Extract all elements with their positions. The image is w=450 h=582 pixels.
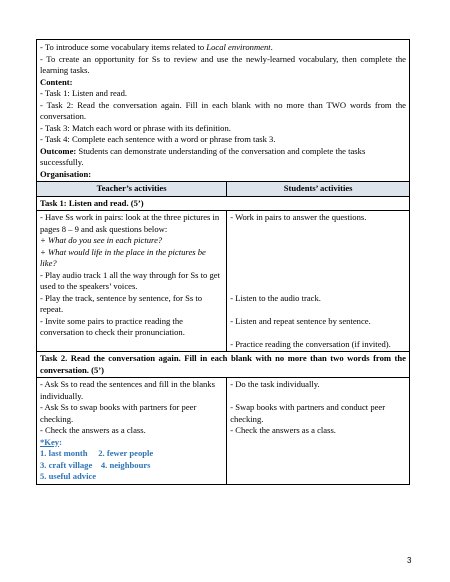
teacher-step: - Play audio track 1 all the way through for Ss to get used to the speakers’ voices. [40, 269, 220, 291]
student-step: - Work in pairs to answer the questions. [230, 212, 367, 222]
teacher-column-header: Teacher’s activities [37, 182, 227, 197]
task2-row [37, 378, 410, 485]
teacher-question: + What would life in the place in the pictures be like? [40, 246, 206, 268]
outcome-line: Outcome: Students can demonstrate understanding of the conversation and complete the tasks successfully. [40, 145, 366, 167]
teacher-step: - Have Ss work in pairs: look at the three pictures in pages 8 – 9 and ask questions below: [40, 212, 220, 234]
student-step: - Practice reading the conversation (if invited). [230, 338, 391, 349]
topic-name: Local environment [206, 42, 271, 52]
content-item: - Task 2: Read the conversation again. Fill in each blank with no more than TWO words from the conversation. [40, 99, 406, 121]
answer-key-line: 1. last month 2. fewer people [40, 448, 154, 458]
answer-key-line: 3. craft village 4. neighbours [40, 459, 151, 470]
task2-heading-row [37, 352, 410, 378]
objective-line-1: - To introduce some vocabulary items related to Local environment. [40, 42, 273, 52]
answer-key-line: 5. useful advice [40, 471, 97, 481]
content-item: - Task 4: Complete each sentence with a word or phrase from task 3. [40, 134, 276, 144]
page-number: 3 [407, 556, 412, 565]
teacher-question: + What do you see in each picture? [40, 235, 163, 245]
teacher-step: - Invite some pairs to practice reading the conversation to check their pronunciation. [40, 315, 185, 337]
task1-heading-row [37, 196, 410, 211]
task1-teacher-cell [37, 211, 227, 352]
content-item: - Task 3: Match each word or phrase with its definition. [40, 122, 231, 133]
task1-students-cell [227, 211, 410, 352]
teacher-step: - Ask Ss to swap books with partners for peer checking. [40, 402, 197, 424]
activities-table [36, 181, 410, 485]
teacher-step: - Play the track, sentence by sentence, for Ss to repeat. [40, 292, 203, 314]
student-step: - Check the answers as a class. [230, 425, 336, 435]
objectives-box [36, 39, 410, 182]
task2-title: Task 2. Read the conversation again. Fill in each blank with no more than two words from the conversation. (5’) [37, 352, 410, 378]
student-step: - Swap books with partners and conduct peer checking. [230, 402, 386, 424]
task2-students-cell [227, 378, 410, 485]
task2-teacher-cell [37, 378, 227, 485]
organisation-heading: Organisation: [40, 168, 92, 179]
students-column-header: Students’ activities [227, 182, 410, 197]
content-heading: Content: [40, 76, 73, 87]
student-step: - Listen and repeat sentence by sentence. [230, 315, 371, 326]
student-step: - Do the task individually. [230, 379, 320, 389]
task1-row [37, 211, 410, 352]
teacher-step: - Check the answers as a class. [40, 425, 146, 435]
lesson-plan-page [36, 39, 410, 485]
objective-line-2: - To create an opportunity for Ss to review and use the newly-learned vocabulary, then complete the learning tasks. [40, 53, 406, 75]
content-item: - Task 1: Listen and read. [40, 88, 128, 98]
table-header-row [37, 182, 410, 197]
answer-key-heading: *Key: [40, 436, 62, 447]
teacher-step: - Ask Ss to read the sentences and fill in the blanks individually. [40, 379, 215, 401]
student-step: - Listen to the audio track. [230, 292, 321, 303]
task1-title: Task 1: Listen and read. (5’) [37, 196, 410, 211]
